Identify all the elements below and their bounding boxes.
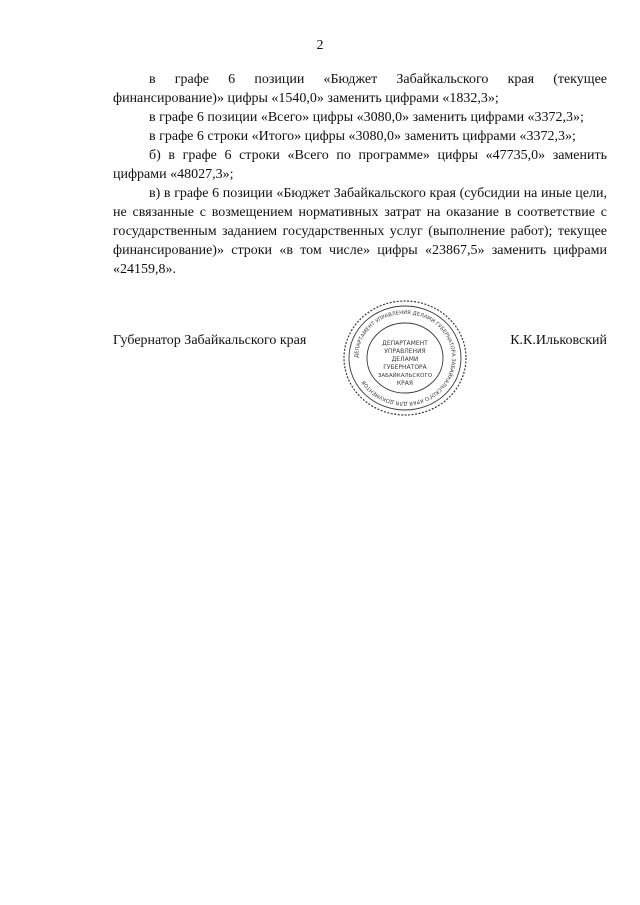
paragraph: б) в графе 6 строки «Всего по программе» цифры «47735,0» заменить цифрами «48027,3»; <box>113 148 607 182</box>
signatory-title: Губернатор Забайкальского края <box>113 333 307 348</box>
paragraph: в) в графе 6 позиции «Бюджет Забайкальского края (субсидии на иные цели, не связанные с возмещением нормативных затрат на оказание в соответствие с государственным заданием государственных услуг (выполнение работ); текущее финансирование)» строки «в том числе» цифры «23867,5» заменить цифрами «24159,8». <box>113 186 607 277</box>
document-body <box>113 70 607 279</box>
page-number: 2 <box>316 38 324 53</box>
seal-image <box>341 298 469 418</box>
seal-center-line: КРАЯ <box>396 380 414 387</box>
seal-ring-text: ДЕПАРТАМЕНТ УПРАВЛЕНИЯ ДЕЛАМИ ГУБЕРНАТОРА ЗАБАЙКАЛЬСКОГО КРАЯ ДЛЯ ДОКУМЕНТОВ <box>353 309 457 407</box>
paragraph: в графе 6 позиции «Бюджет Забайкальского края (текущее финансирование)» цифры «1540,0» заменить цифрами «1832,3»; <box>113 72 607 106</box>
paragraph: в графе 6 строки «Итого» цифры «3080,0» заменить цифрами «3372,3»; <box>149 129 576 144</box>
signatory-name: К.К.Ильковский <box>510 333 607 348</box>
seal-center-line: ДЕЛАМИ <box>391 356 419 363</box>
paragraph: в графе 6 позиции «Всего» цифры «3080,0» заменить цифрами «3372,3»; <box>149 110 584 125</box>
seal-center-line: ЗАБАЙКАЛЬСКОГО <box>377 373 433 379</box>
seal-center-line: УПРАВЛЕНИЯ <box>384 348 426 355</box>
seal-center-line: ГУБЕРНАТОРА <box>383 364 427 371</box>
seal-center-line: ДЕПАРТАМЕНТ <box>382 340 428 347</box>
official-seal <box>341 298 469 418</box>
